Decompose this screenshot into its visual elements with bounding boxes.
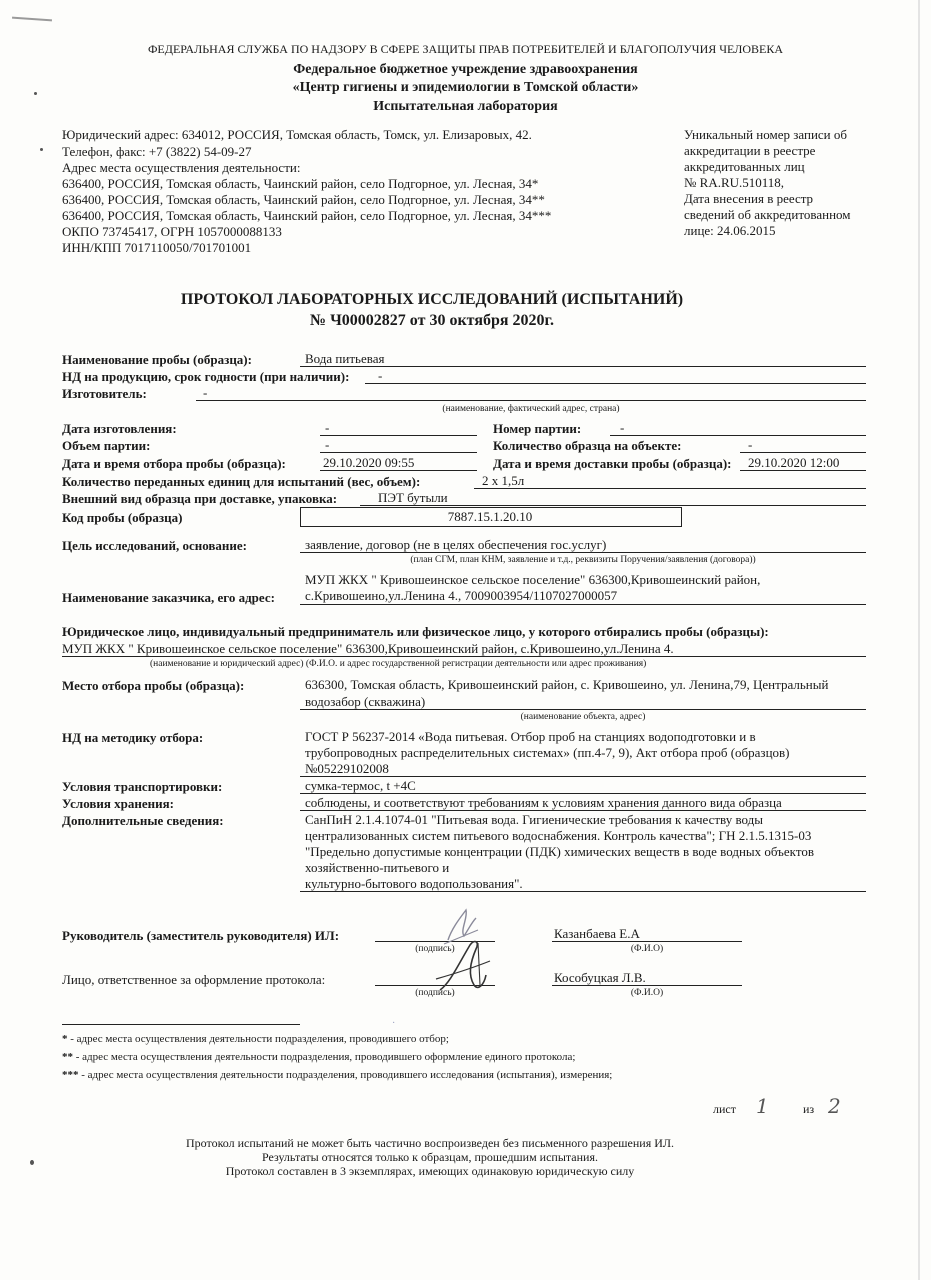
method-line2: трубопроводных распределительных системах» (пп.4-7, 9), Акт отбора проб (образцов) <box>305 745 790 760</box>
resp-label: Лицо, ответственное за оформление протокола: <box>62 972 326 987</box>
method-label: НД на методику отбора: <box>62 730 204 745</box>
sample-name-label: Наименование пробы (образца): <box>62 352 252 367</box>
sheet-current: 1 <box>756 1094 769 1118</box>
disclaimer-line: Протокол испытаний не может быть частично воспроизведен без письменного разрешения ИЛ. <box>185 1136 675 1150</box>
org-name-line1: Федеральное бюджетное учреждение здравоохранения <box>293 62 638 77</box>
activity-address-1: 636400, РОССИЯ, Томская область, Чаинский район, село Подгорное, ул. Лесная, 34* <box>62 176 539 191</box>
delivery-dt-value: 29.10.2020 12:00 <box>748 455 840 470</box>
sampling-dt-value: 29.10.2020 09:55 <box>323 455 415 470</box>
resp-name: Кособуцкая Л.В. <box>554 970 646 985</box>
underline <box>300 891 866 892</box>
nd-product-value: - <box>378 368 383 383</box>
customer-line2: с.Кривошеино,ул.Ленина 4., 7009003954/1107027000057 <box>305 588 618 603</box>
customer-label: Наименование заказчика, его адрес: <box>62 590 275 605</box>
appearance-label: Внешний вид образца при доставке, упаковка: <box>62 491 338 506</box>
units-value: 2 х 1,5л <box>482 473 525 488</box>
scan-mark-top-left <box>12 17 52 22</box>
purpose-hint: (план СГМ, план КНМ, заявление и т.д., реквизиты Поручения/заявления (договора)) <box>410 555 756 565</box>
phone: Телефон, факс: +7 (3822) 54-09-27 <box>62 144 252 159</box>
underline <box>320 452 477 453</box>
underline <box>740 470 866 471</box>
footnote <box>62 1051 575 1063</box>
underline <box>300 793 866 794</box>
manufacturer-hint: (наименование, фактический адрес, страна) <box>442 404 620 414</box>
batch-no-value: - <box>620 420 625 435</box>
sheet-label: лист <box>713 1102 736 1116</box>
footnote-text: - адрес места осуществления деятельности подразделения, проводившего оформление единого протокола; <box>73 1051 576 1063</box>
batch-volume-value: - <box>325 437 330 452</box>
okpo-ogrn: ОКПО 73745417, ОГРН 1057000088133 <box>62 224 282 239</box>
resp-signature <box>430 935 500 1000</box>
activity-address-label: Адрес места осуществления деятельности: <box>62 160 301 175</box>
footnote-mark: *** <box>62 1069 79 1081</box>
protocol-title: ПРОТОКОЛ ЛАБОРАТОРНЫХ ИССЛЕДОВАНИЙ (ИСПЫТАНИЙ) <box>180 291 684 308</box>
units-label: Количество переданных единиц для испытаний (вес, объем): <box>62 474 421 489</box>
underline <box>365 383 866 384</box>
accreditation-number: № RA.RU.510118, <box>684 175 785 190</box>
footnote-mark: * <box>62 1033 68 1045</box>
delivery-dt-label: Дата и время доставки пробы (образца): <box>493 456 732 471</box>
footnote-divider <box>62 1024 300 1025</box>
code-value: 7887.15.1.20.10 <box>447 509 533 524</box>
name-line <box>552 941 742 942</box>
footnote-text: - адрес места осуществления деятельности подразделения, проводившего отбор; <box>67 1033 449 1045</box>
extra-label: Дополнительные сведения: <box>62 813 224 828</box>
underline <box>300 709 866 710</box>
entity-hint: (наименование и юридический адрес) (Ф.И.О. и адрес государственной регистрации деятельности или адрес проживания) <box>150 659 647 669</box>
code-label: Код пробы (образца) <box>62 510 183 525</box>
accreditation-date: лице: 24.06.2015 <box>684 223 776 238</box>
scan-dot <box>40 148 43 151</box>
sheet-of-label: из <box>803 1102 815 1116</box>
org-name-line2: «Центр гигиены и эпидемиологии в Томской области» <box>292 80 639 95</box>
method-line1: ГОСТ Р 56237-2014 «Вода питьевая. Отбор проб на станциях водоподготовки и в <box>305 729 756 744</box>
fio-hint: (Ф.И.О) <box>630 988 664 998</box>
underline <box>300 366 866 367</box>
manufacturer-label: Изготовитель: <box>62 386 147 401</box>
place-line2: водозабор (скважина) <box>305 694 426 709</box>
method-line3: №05229102008 <box>305 761 389 776</box>
appearance-value: ПЭТ бутыли <box>378 490 448 505</box>
transport-label: Условия транспортировки: <box>62 779 223 794</box>
place-hint: (наименование объекта, адрес) <box>520 712 646 722</box>
place-label: Место отбора пробы (образца): <box>62 678 245 693</box>
entity-label: Юридическое лицо, индивидуальный предприниматель или физическое лицо, у которого отбирались пробы (образцы): <box>62 624 769 639</box>
accreditation-line: аккредитации в реестре <box>684 143 816 158</box>
underline <box>360 505 866 506</box>
place-line1: 636300, Томская область, Кривошеинский район, с. Кривошеино, ул. Ленина,79, Центральный <box>305 677 829 692</box>
fio-hint: (Ф.И.О) <box>630 944 664 954</box>
batch-volume-label: Объем партии: <box>62 438 151 453</box>
accreditation-line: Уникальный номер записи об <box>684 127 847 142</box>
footnote-mark: ** <box>62 1051 73 1063</box>
sampling-dt-label: Дата и время отбора пробы (образца): <box>62 456 286 471</box>
mfg-date-value: - <box>325 420 330 435</box>
purpose-value: заявление, договор (не в целях обеспечения гос.услуг) <box>305 537 607 552</box>
disclaimer-line: Протокол составлен в 3 экземплярах, имеющих одинаковую юридическую силу <box>225 1164 635 1178</box>
underline <box>740 452 866 453</box>
activity-address-3: 636400, РОССИЯ, Томская область, Чаинский район, село Подгорное, ул. Лесная, 34*** <box>62 208 552 223</box>
storage-label: Условия хранения: <box>62 796 175 811</box>
underline <box>610 435 866 436</box>
entity-value: МУП ЖКХ " Кривошеинское сельское поселение" 636300,Кривошеинский район, с.Кривошеино,ул.Ленина 4. <box>62 641 674 656</box>
lab-name: Испытательная лаборатория <box>373 99 558 114</box>
underline <box>196 400 866 401</box>
sheet-total: 2 <box>828 1094 841 1118</box>
underline <box>300 810 866 811</box>
activity-address-2: 636400, РОССИЯ, Томская область, Чаинский район, село Подгорное, ул. Лесная, 34** <box>62 192 545 207</box>
extra-line1: СанПиН 2.1.4.1074-01 "Питьевая вода. Гигиенические требования к качеству воды <box>305 812 764 827</box>
legal-address: Юридический адрес: 634012, РОССИЯ, Томская область, Томск, ул. Елизаровых, 42. <box>62 127 532 142</box>
underline <box>300 776 866 777</box>
extra-line2: централизованных систем питьевого водоснабжения. Контроль качества"; ГН 2.1.5.1315-03 <box>305 828 812 843</box>
mfg-date-label: Дата изготовления: <box>62 421 177 436</box>
sign-hint: (подпись) <box>415 988 455 998</box>
nd-product-label: НД на продукцию, срок годности (при наличии): <box>62 369 350 384</box>
customer-line1: МУП ЖКХ " Кривошеинское сельское поселение" 636300,Кривошеинский район, <box>305 572 761 587</box>
sample-name-value: Вода питьевая <box>305 351 385 366</box>
footnote-text: - адрес места осуществления деятельности подразделения, проводившего исследования (испытания), измерения; <box>78 1069 613 1081</box>
accreditation-line: сведений об аккредитованном <box>684 207 851 222</box>
name-line <box>552 985 742 986</box>
head-label: Руководитель (заместитель руководителя) ИЛ: <box>62 928 340 943</box>
transport-value: сумка-термос, t +4С <box>305 778 416 793</box>
extra-line3: "Предельно допустимые концентрации (ПДК) химических веществ в воде водных объектов <box>305 844 814 859</box>
accreditation-line: аккредитованных лиц <box>684 159 805 174</box>
inn-kpp: ИНН/КПП 7017110050/701701001 <box>62 240 252 255</box>
disclaimer-line: Результаты относятся только к образцам, прошедшим испытания. <box>261 1150 598 1164</box>
scan-edge-right <box>918 0 920 1280</box>
accreditation-line: Дата внесения в реестр <box>684 191 814 206</box>
qty-on-site-value: - <box>748 437 753 452</box>
purpose-label: Цель исследований, основание: <box>62 538 248 553</box>
protocol-number: № Ч00002827 от 30 октября 2020г. <box>309 312 554 329</box>
footnote <box>62 1033 449 1045</box>
storage-value: соблюдены, и соответствуют требованиям к условиям хранения данного вида образца <box>305 795 782 810</box>
underline <box>300 552 866 553</box>
underline <box>474 488 866 489</box>
underline <box>320 470 477 471</box>
extra-line4: хозяйственно-питьевого и <box>305 860 450 875</box>
agency-name: ФЕДЕРАЛЬНАЯ СЛУЖБА ПО НАДЗОРУ В СФЕРЕ ЗАЩИТЫ ПРАВ ПОТРЕБИТЕЛЕЙ И БЛАГОПОЛУЧИЯ ЧЕЛОВЕКА <box>147 42 784 56</box>
underline <box>300 604 866 605</box>
faint-mark: · <box>392 1018 396 1029</box>
underline <box>62 656 866 657</box>
manufacturer-value: - <box>203 385 208 400</box>
qty-on-site-label: Количество образца на объекте: <box>493 438 682 453</box>
sign-hint: (подпись) <box>415 944 455 954</box>
footnote <box>62 1069 612 1081</box>
underline <box>320 435 477 436</box>
extra-line5: культурно-бытового водопользования". <box>305 876 523 891</box>
batch-no-label: Номер партии: <box>493 421 582 436</box>
head-name: Казанбаева Е.А <box>554 926 640 941</box>
